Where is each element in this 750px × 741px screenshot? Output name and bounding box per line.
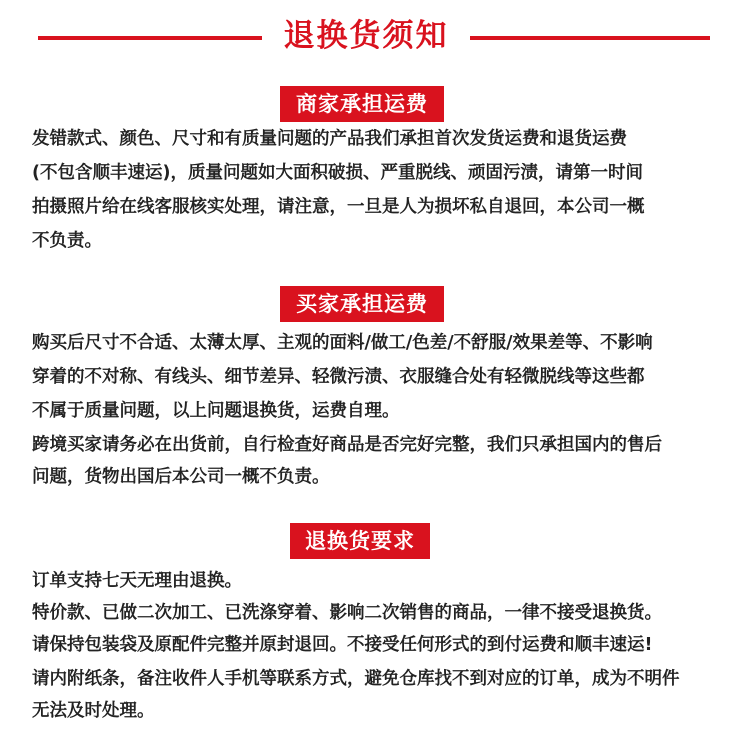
section-line: 请保持包装袋及原配件完整并原封退回。不接受任何形式的到付运费和顺丰速运! bbox=[32, 635, 653, 655]
section-line: 发错款式、颜色、尺寸和有质量问题的产品我们承担首次发货运费和退货运费 bbox=[32, 129, 627, 149]
section-line: 订单支持七天无理由退换。 bbox=[32, 571, 242, 591]
title-divider-left bbox=[38, 36, 262, 40]
section-line: 特价款、已做二次加工、已洗涤穿着、影响二次销售的商品，一律不接受退换货。 bbox=[32, 603, 662, 623]
page-title-bar bbox=[0, 10, 750, 62]
page-title: 退换货须知 bbox=[283, 18, 449, 54]
section-line: 跨境买家请务必在出货前，自行检查好商品是否完好完整，我们只承担国内的售后 bbox=[32, 435, 662, 455]
section-line: 问题，货物出国后本公司一概不负责。 bbox=[32, 467, 330, 487]
section-line: 穿着的不对称、有线头、细节差异、轻微污渍、衣服缝合处有轻微脱线等这些都 bbox=[32, 367, 645, 387]
section-line: (不包含顺丰速运)，质量问题如大面积破损、严重脱线、顽固污渍，请第一时间 bbox=[32, 163, 643, 183]
section-line: 不负责。 bbox=[32, 231, 102, 251]
section-heading-merchant-shipping: 商家承担运费 bbox=[280, 86, 444, 122]
section-heading-return-requirements: 退换货要求 bbox=[290, 523, 430, 559]
section-line: 不属于质量问题，以上问题退换货，运费自理。 bbox=[32, 401, 400, 421]
title-divider-right bbox=[470, 36, 710, 40]
section-line: 拍摄照片给在线客服核实处理，请注意，一旦是人为损坏私自退回，本公司一概 bbox=[32, 197, 645, 217]
section-heading-buyer-shipping: 买家承担运费 bbox=[280, 286, 444, 322]
section-line: 购买后尺寸不合适、太薄太厚、主观的面料/做工/色差/不舒服/效果差等、不影响 bbox=[32, 333, 653, 353]
section-line: 请内附纸条，备注收件人手机等联系方式，避免仓库找不到对应的订单，成为不明件 bbox=[32, 669, 680, 689]
section-line: 无法及时处理。 bbox=[32, 701, 155, 721]
